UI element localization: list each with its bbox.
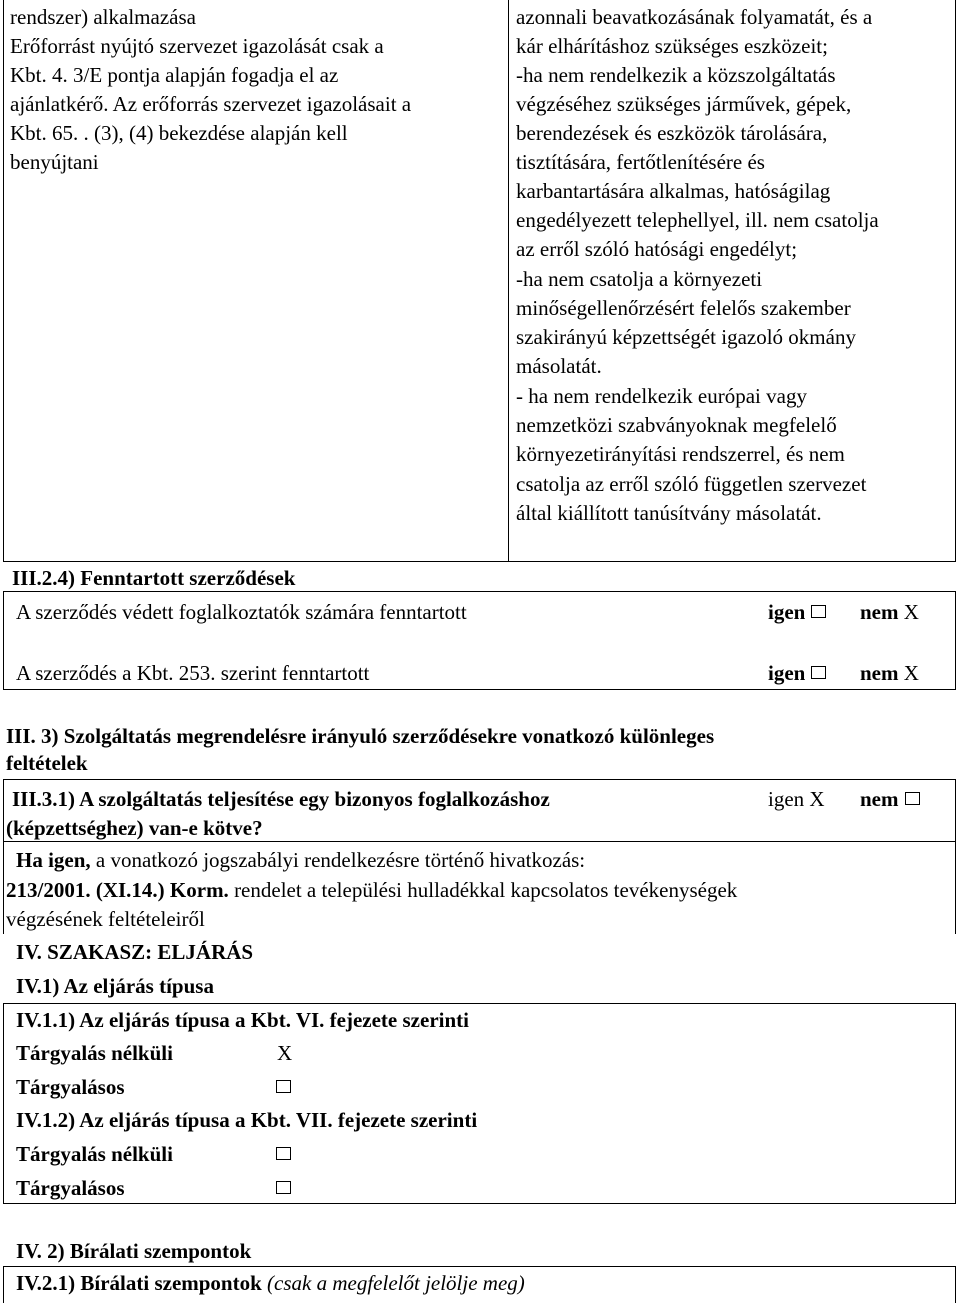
yes-label: igen [768,787,805,811]
law-title: rendelet a települési hulladékkal kapcsolatos tevékenységek [228,878,738,902]
s331-box-bottom [3,841,956,842]
yes-label: igen [768,600,806,624]
iv11-box-right [955,1003,956,1204]
right-cell-line: kár elhárításhoz szükséges eszközeit; [516,34,828,58]
left-cell-line: Kbt. 4. 3/E pontja alapján fogadja el az [10,63,339,87]
iv21-box-left [3,1266,4,1303]
right-cell-line: -ha nem csatolja a környezeti [516,267,763,291]
option-negotiated-vii: Tárgyalásos [16,1176,125,1200]
x-mark: X [903,661,919,685]
iv11-box-left [3,1003,4,1204]
right-cell-line: által kiállított tanúsítvány másolatát. [516,501,822,525]
checkbox-icon[interactable] [276,1080,291,1093]
right-cell-line: végzéséhez szükséges járművek, gépek, [516,92,852,116]
section-324-heading: III.2.4) Fenntartott szerződések [12,566,296,590]
right-cell-line: - ha nem rendelkezik európai vagy [516,384,807,408]
legal-reference-text: a vonatkozó jogszabályi rendelkezésre történő hivatkozás: [90,848,586,872]
evaluation-criteria-hint: (csak a megfelelőt jelölje meg) [267,1271,525,1295]
evaluation-criteria-line [16,1273,525,1294]
reserved-kbt-label: A szerződés a Kbt. 253. szerint fenntartott [16,661,370,685]
reserved-sheltered-label: A szerződés védett foglalkoztatók számára fenntartott [16,600,467,624]
s324-box-left [3,591,4,690]
iv11-box-bottom [3,1203,956,1204]
s331-box-left [3,779,4,842]
law-title-cont: végzésének feltételeiről [6,907,205,931]
option-without-negotiation-vi: Tárgyalás nélküli [16,1041,173,1065]
qualification-no[interactable] [860,789,920,810]
reserved-sheltered-no[interactable] [860,602,919,623]
s324-box-top [3,591,956,592]
section-33-heading: III. 3) Szolgáltatás megrendelésre irányuló szerződésekre vonatkozó különleges [6,724,715,748]
right-cell-line: tisztítására, fertőtlenítésére és [516,150,765,174]
right-cell-line: engedélyezett telephellyel, ill. nem csatolja [516,208,879,232]
law-box-right [955,842,956,934]
evaluation-criteria-label: IV.2.1) Bírálati szempontok [16,1271,262,1295]
top-table-bottom-border [3,561,956,562]
iv21-box-right [955,1266,956,1303]
left-cell-line: benyújtani [10,150,99,174]
s324-box-right [955,591,956,690]
option-negotiated-vii-box[interactable] [270,1178,291,1199]
left-cell-line: ajánlatkérő. Az erőforrás szervezet igazolásait a [10,92,412,116]
right-cell-line: azonnali beavatkozásának folyamatát, és a [516,5,873,29]
legal-reference-line [16,850,585,871]
option-negotiated-vi: Tárgyalásos [16,1075,125,1099]
option-negotiated-vi-box[interactable] [270,1077,291,1098]
s331-box-right [955,779,956,842]
no-label: nem [860,787,899,811]
top-table-divider [508,0,509,562]
option-without-negotiation-vii-box[interactable] [270,1144,291,1165]
qualification-question: III.3.1) A szolgáltatás teljesítése egy bizonyos foglalkozáshoz [12,787,550,811]
s331-box-top [3,779,956,780]
x-mark: X [809,787,825,811]
evaluation-criteria-heading: IV. 2) Bírálati szempontok [16,1239,252,1263]
checkbox-icon[interactable] [276,1181,291,1194]
procedure-type-heading: IV.1) Az eljárás típusa [16,974,214,998]
right-cell-line: karbantartására alkalmas, hatóságilag [516,179,831,203]
x-mark: X [903,600,919,624]
s324-box-bottom [3,689,956,690]
iv11-box-top [3,1003,956,1004]
checkbox-icon[interactable] [276,1147,291,1160]
right-cell-line: -ha nem rendelkezik a közszolgáltatás [516,63,836,87]
right-cell-line: csatolja az erről szóló független szervezet [516,472,867,496]
right-cell-line: szakirányú képzettségét igazoló okmány [516,325,856,349]
section-iv-heading: IV. SZAKASZ: ELJÁRÁS [16,940,254,964]
top-table-left-border [3,0,4,562]
reserved-kbt-yes[interactable] [768,663,826,684]
procedure-vii-heading: IV.1.2) Az eljárás típusa a Kbt. VII. fejezete szerinti [16,1108,478,1132]
qualification-question-cont: (képzettséghez) van-e kötve? [6,816,263,840]
no-label: nem [860,661,899,685]
right-cell-line: az erről szóló hatósági engedélyt; [516,237,798,261]
right-cell-line: nemzetközi szabványoknak megfelelő [516,413,837,437]
checkbox-icon[interactable] [905,792,920,805]
right-cell-line: minőségellenőrzésért felelős szakember [516,296,851,320]
reserved-sheltered-yes[interactable] [768,602,826,623]
checkbox-icon[interactable] [811,666,826,679]
left-cell-line: Erőforrást nyújtó szervezet igazolását csak a [10,34,384,58]
left-cell-line: Kbt. 65. . (3), (4) bekezdése alapján kell [10,121,348,145]
reserved-kbt-no[interactable] [860,663,919,684]
right-cell-line: környezetirányítási rendszerrel, és nem [516,442,845,466]
top-table-right-border [955,0,956,562]
legal-reference-lead: Ha igen, [16,848,91,872]
qualification-yes[interactable] [768,789,825,810]
section-33-heading-cont: feltételek [6,751,88,775]
checkbox-icon[interactable] [811,605,826,618]
right-cell-line: berendezések és eszközök tárolására, [516,121,828,145]
right-cell-line: másolatát. [516,354,602,378]
procedure-vi-heading: IV.1.1) Az eljárás típusa a Kbt. VI. fejezete szerinti [16,1008,469,1032]
option-without-negotiation-vi-mark[interactable]: X [277,1041,293,1065]
no-label: nem [860,600,899,624]
iv21-box-top [3,1266,956,1267]
law-line [6,880,737,901]
option-without-negotiation-vii: Tárgyalás nélküli [16,1142,173,1166]
law-number: 213/2001. (XI.14.) Korm. [6,878,229,902]
law-box-left [3,842,4,934]
left-cell-line: rendszer) alkalmazása [10,5,196,29]
yes-label: igen [768,661,806,685]
